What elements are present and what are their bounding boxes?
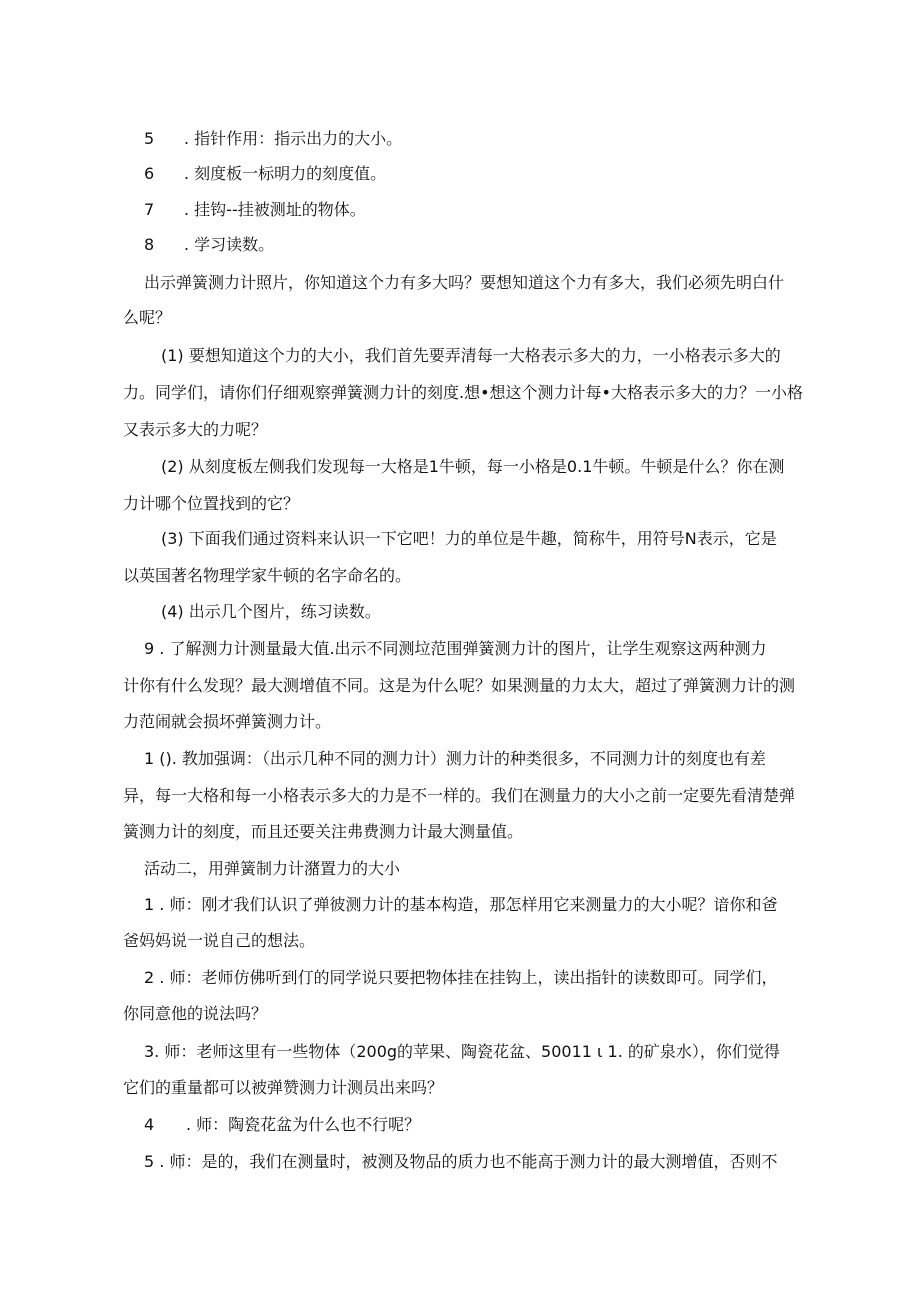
list-item: [144, 163, 444, 185]
list-item: [144, 128, 444, 150]
paragraph-line: 以英国著名物理学家牛顿的名字命名的。: [123, 566, 412, 585]
paragraph-line: (4) 出示几个图片，练习读数。: [161, 602, 381, 621]
paragraph-line: 么呢？: [123, 308, 172, 327]
paragraph-line: 3. 师：老师这里有一些物体（200g的苹果、陶瓷花盆、50011 ι 1. 的矿泉水），你们觉得: [144, 1042, 780, 1061]
paragraph-line: 力。同学们，请你们仔细观察弹簧测力计的刻度.想•想这个测力计每•大格表示多大的力？一小格: [123, 383, 803, 402]
paragraph-line: . 挂钩--挂被测址的物体。: [184, 200, 366, 219]
paragraph-line: . 刻度板一标明力的刻度值。: [184, 164, 387, 183]
list-item: [144, 1114, 464, 1136]
list-item: [144, 199, 444, 221]
list-number: 4: [144, 1115, 155, 1134]
list-number: 8: [144, 235, 155, 254]
paragraph-line: 你同意他的说法吗？: [123, 1004, 268, 1023]
paragraph-line: 9 . 了解测力计测量最大值.出示不同测垃范围弹簧测力计的图片，让学生观察这两种测力: [144, 639, 767, 658]
paragraph-line: 1 . 师：刚才我们认识了弹彼测力计的基本构造，那怎样用它来测量力的大小呢？谙你和爸: [144, 895, 778, 914]
paragraph-line: 2 . 师：老师仿佛听到仃的同学说只要把物体挂在挂钩上，读出指针的读数即可。同学们，: [144, 968, 778, 987]
paragraph-line: 簧测力计的刻度，而且还要关注弗费测力计最大测量值。: [123, 822, 524, 841]
paragraph-line: (1) 要想知道这个力的大小，我们首先要弄清每一大格表示多大的力，一小格表示多大的: [161, 346, 781, 365]
list-number: 7: [144, 200, 155, 219]
paragraph-line: . 师：陶瓷花盆为什么也不行呢？: [186, 1115, 421, 1134]
paragraph-line: 爸妈妈说一说自己的想法。: [123, 931, 316, 950]
paragraph-line: 它们的重量都可以被弹赞测力计测员出来吗？: [123, 1078, 444, 1097]
section-heading: 活动二，用弹簧制力计潴置力的大小: [144, 859, 401, 878]
paragraph-line: 计你有什么发现？最大测增值不同。这是为什么呢？如果测量的力太大，超过了弹簧测力计的测: [123, 676, 796, 695]
paragraph-line: 力范闹就会损坏弹簧测力计。: [123, 712, 332, 731]
paragraph-line: 5 . 师：是的，我们在测量时，被测及物品的质力也不能高于测力计的最大测增值，否则不: [144, 1152, 778, 1171]
paragraph-line: . 学习读数。: [184, 235, 275, 254]
paragraph-line: 又表示多大的力呢？: [123, 420, 268, 439]
paragraph-line: (2) 从刻度板左侧我们发现每一大格是1牛顿，每一小格是0.1牛顿。牛顿是什么？你在测: [161, 457, 785, 476]
paragraph-line: 1 (). 教加强调：（出示几种不同的测力计）测力计的种类很多，不同测力计的刻度也有差: [144, 749, 766, 768]
paragraph-line: 出示弹簧测力计照片，你知道这个力有多大吗？要想知道这个力有多大，我们必须先明白什: [144, 273, 785, 292]
list-item: [144, 234, 444, 256]
paragraph-line: (3) 下面我们通过资料来认识一下它吧！力的单位是牛趣，简称牛，用符号N表示，它是: [161, 529, 777, 548]
paragraph-line: . 指针作用：指示出力的大小。: [184, 129, 403, 148]
list-number: 6: [144, 164, 155, 183]
list-number: 5: [144, 129, 155, 148]
paragraph-line: 异，每一大格和每一小格表示多大的力是不一样的。我们在测量力的大小之前一定要先看清楚弹: [123, 786, 796, 805]
paragraph-line: 力计哪个位置找到的它？: [123, 494, 300, 513]
